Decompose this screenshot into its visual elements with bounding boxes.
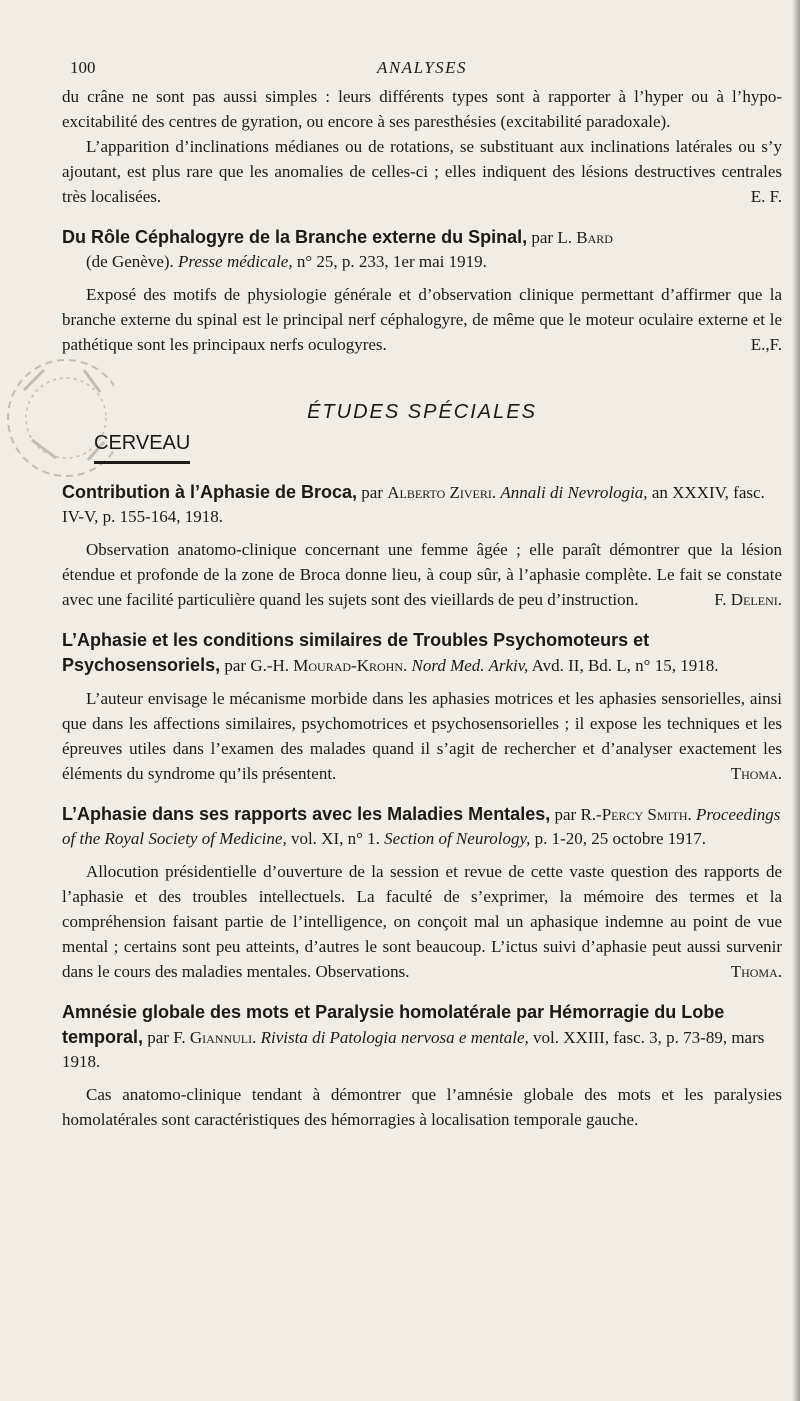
signature: E. F. — [750, 187, 782, 206]
page-number: 100 — [70, 58, 96, 77]
journal-name: Rivista di Patologia nervosa e mentale, — [260, 1028, 529, 1047]
running-head — [62, 58, 782, 84]
body-text: Observation anatomo-clinique concernant une femme âgée ; elle paraît démontrer que la lésion étendue et profonde de la zone de Broca donne lieu, à coup sûr, à l’aphasie complète. Le fait se constate avec une facilité particulière quand les sujets sont des vieillards de peu d’instruction. — [62, 540, 782, 609]
entry-author: G.-H. Mourad-Krohn. — [250, 656, 408, 675]
continuation-paragraph — [62, 134, 782, 209]
entry-headline: L’Aphasie dans ses rapports avec les Maladies Mentales, — [62, 804, 551, 824]
entry-title — [62, 1000, 782, 1074]
continuation-text — [62, 84, 782, 209]
journal-name: Annali di Nevrologia, — [500, 483, 648, 502]
entry-psychomoteurs — [62, 628, 782, 786]
signature: F. Deleni. — [714, 590, 782, 609]
reference-text: Avd. II, Bd. L, n° 15, 1918. — [531, 656, 719, 675]
reference-text: p. 1-20, 25 octobre 1917. — [534, 829, 707, 848]
page — [62, 58, 782, 1132]
entry-maladies — [62, 802, 782, 984]
entry-body — [62, 859, 782, 984]
journal-section: Section of Neurology, — [384, 829, 531, 848]
entry-author: Alberto Ziveri. — [387, 483, 497, 502]
reference-text: n° 25, p. 233, 1er mai 1919. — [296, 252, 487, 271]
signature: E.,F. — [750, 335, 782, 354]
reference-text: vol. XXIII, fasc. 3, p. 73-89, mars 1918. — [62, 1028, 765, 1071]
continuation-paragraph: du crâne ne sont pas aussi simples : leurs différents types sont à rapporter à l’hyper ou à l’hypo-excitabilité des centres de gyration, ou encore à ses paresthésies (excitabilité paradoxale). — [62, 87, 782, 131]
entry-title — [62, 480, 782, 529]
reference-text: (de Genève). — [86, 252, 174, 271]
entry-title — [62, 225, 782, 274]
reference-text: vol. XI, n° 1. — [290, 829, 380, 848]
entry-broca — [62, 480, 782, 612]
running-title: ANALYSES — [376, 58, 468, 77]
entry-headline: Contribution à l’Aphasie de Broca, — [62, 482, 358, 502]
entry-body — [62, 537, 782, 612]
entry-by: par — [531, 228, 554, 247]
entry-title — [62, 802, 782, 851]
journal-name: Presse médicale, — [178, 252, 293, 271]
journal-name: Proceedings of the Royal Society of Medicine, — [62, 805, 781, 848]
entry-title — [62, 628, 782, 678]
signature: Thoma. — [730, 962, 782, 981]
entry-spinal — [62, 225, 782, 357]
body-text: L’auteur envisage le mécanisme morbide dans les aphasies motrices et les aphasies sensorielles, ainsi que dans les affections similaires, psychomotrices et psychosensorielles ; il expose les techniques et les épreuves utiles dans l’examen des malades quand il s’agit de rechercher et d’analyser exactement les éléments du syndrome qu’ils présentent. — [62, 689, 782, 783]
section-heading: ÉTUDES SPÉCIALES — [307, 401, 537, 423]
entry-headline: Amnésie globale des mots et Paralysie homolatérale par Hémorragie du Lobe temporal, — [62, 1002, 725, 1047]
body-text: Allocution présidentielle d’ouverture de la session et revue de cette vaste question des rapports de l’aphasie et des troubles intellectuels. La faculté de s’exprimer, la mémoire des termes et la compréhension faisant partie de l’intelligence, on conçoit mal un aphasique indemne au point de vue mental ; certains sont peu atteints, d’autres le sont beaucoup. L’ictus suivi d’aphasie peut aussi survenir dans le cours des maladies mentales. Observations. — [62, 862, 782, 981]
signature: Thoma. — [730, 764, 782, 783]
entry-body: Cas anatomo-clinique tendant à démontrer que l’amnésie globale des mots et les paralysies homolatérales sont caractéristiques des hémorragies à localisation temporale gauche. — [62, 1085, 782, 1129]
entry-by: par — [224, 656, 247, 675]
subsection-heading: CERVEAU — [94, 432, 190, 464]
paragraph-text: L’apparition d’inclinations médianes ou de rotations, se substituant aux inclinations latérales ou s’y ajoutant, est plus rare que les anomalies de celles-ci ; elles indiquent des lésions destructives centrales très localisées. — [62, 137, 782, 206]
entry-reference — [62, 250, 782, 274]
entry-body — [62, 282, 782, 357]
entry-by: par — [147, 1028, 169, 1047]
entry-author: F. Giannuli. — [173, 1028, 257, 1047]
entry-headline: L’Aphasie et les conditions similaires de Troubles Psychomoteurs et Psychosensoriels, — [62, 630, 650, 675]
entry-by: par — [554, 805, 577, 824]
entry-by: par — [361, 483, 383, 502]
entry-author: L. Bard — [557, 228, 613, 247]
body-text: Exposé des motifs de physiologie générale et d’observation clinique permettant d’affirmer que la branche externe du spinal est le principal nerf céphalogyre, de même que le moteur oculaire externe et le pathétique sont les principaux nerfs oculogyres. — [62, 285, 782, 354]
entry-headline: Du Rôle Céphalogyre de la Branche externe du Spinal, — [62, 227, 528, 247]
reference-text: an XXXIV, fasc. IV-V, p. 155-164, 1918. — [62, 483, 765, 526]
entry-body — [62, 686, 782, 786]
entry-author: R.-Percy Smith. — [580, 805, 692, 824]
entry-amnesie — [62, 1000, 782, 1132]
journal-name: Nord Med. Arkiv, — [411, 656, 529, 675]
page-edge-shadow — [792, 0, 800, 1401]
